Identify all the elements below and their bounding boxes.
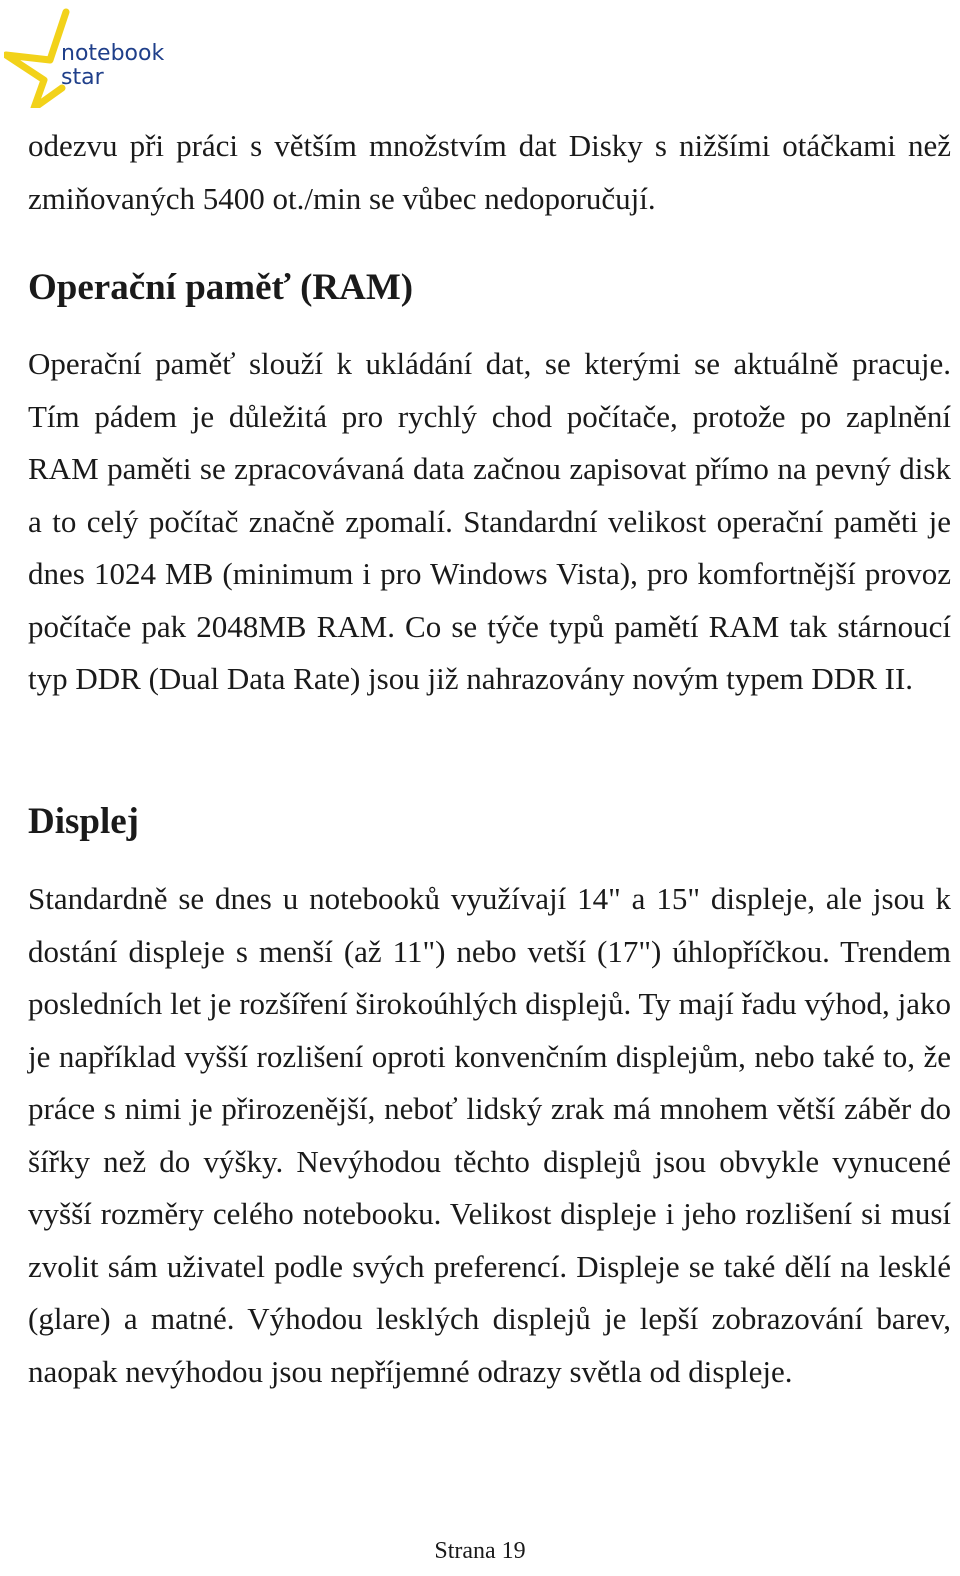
ram-paragraph: Operační paměť slouží k ukládání dat, se kterými se aktuálně pracuje. Tím pádem je důležitá pro rychlý chod počítače, protože po zaplnění RAM paměti se zpracovávaná data začnou zapisovat přímo na pevný disk a to celý počítač značně zpomalí. Standardní velikost operační paměti je dnes 1024 MB (minimum i pro Windows Vista), pro komfortnější provoz počítače pak 2048MB RAM. Co se týče typů pamětí RAM tak stárnoucí typ DDR (Dual Data Rate) jsou již nahrazovány novým typem DDR II. [28,346,951,696]
display-paragraph: Standardně se dnes u notebooků využívají 14" a 15" displeje, ale jsou k dostání displeje s menší (až 11") nebo vetší (17") úhlopříčkou. Trendem posledních let je rozšíření širokoúhlých displejů. Ty mají řadu výhod, jako je například vyšší rozlišení oproti konvenčním displejům, nebo také to, že práce s nimi je přirozenější, neboť lidský zrak má mnohem větší záběr do šířky než do výšky. Nevýhodou těchto displejů jsou obvykle vynucené vyšší rozměry celého notebooku. Velikost displeje i jeho rozlišení si musí zvolit sám uživatel podle svých preferencí. Displeje se také dělí na lesklé (glare) a matné. Výhodou lesklých displejů je lepší zobrazování barev, naopak nevýhodou jsou nepříjemné odrazy světla od displeje. [28,881,951,1389]
star-logo-icon [4,8,164,108]
page-number: Strana 19 [434,1538,526,1564]
notebook-star-logo [4,8,164,108]
logo-text-notebook: notebook [61,41,164,66]
logo-text-star: star [61,65,104,90]
intro-paragraph: odezvu při práci s větším množstvím dat Disky s nižšími otáčkami než zmiňovaných 5400 ot./min se vůbec nedoporučují. [28,128,951,216]
ram-heading: Operační paměť (RAM) [28,267,414,308]
display-heading: Displej [28,801,139,842]
